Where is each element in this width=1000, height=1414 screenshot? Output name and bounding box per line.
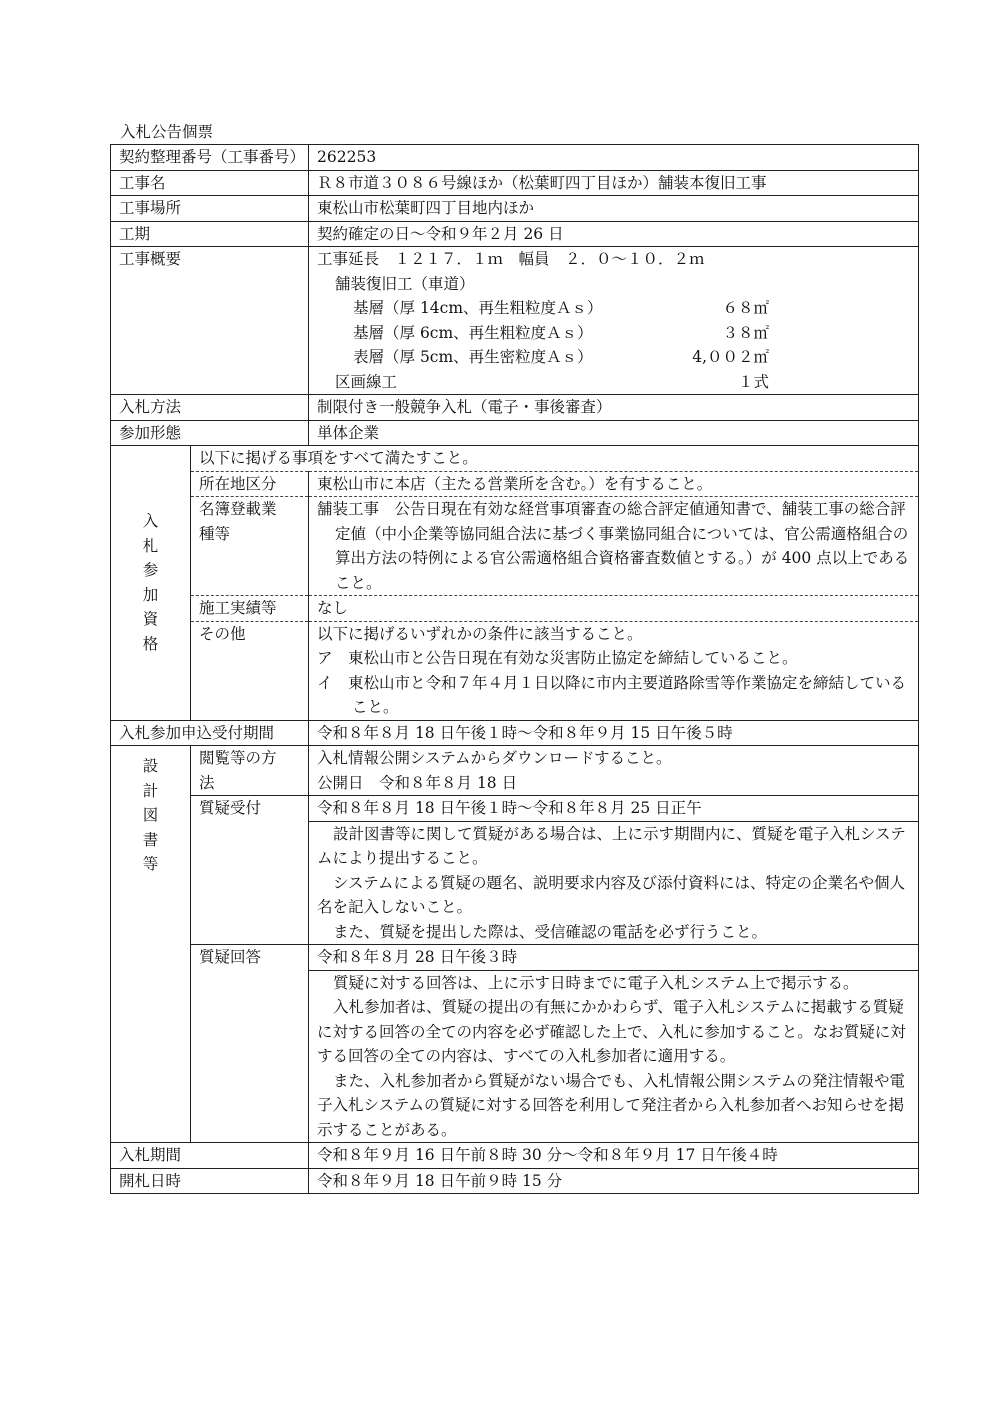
row-summary (111, 247, 919, 395)
label-answer: 質疑回答 (191, 945, 309, 1143)
label-qualification (111, 446, 191, 721)
answer-paragraph: また、入札参加者から質疑がない場合でも、入札情報公開システムの発注情報や電子入札システムの質疑に対する回答を利用して発注者から入札参加者へお知らせを掲示することがある。 (317, 1071, 905, 1139)
label-char: 図 (142, 806, 159, 824)
row-record (111, 596, 919, 622)
row-contract-no (111, 145, 919, 171)
label-registry (191, 497, 309, 596)
summary-item-qty: ６８㎡ (722, 299, 770, 317)
other-condition-a: ア 東松山市と公告日現在有効な災害防止協定を締結していること。 (317, 649, 798, 667)
value-period: 契約確定の日～令和９年２月 26 日 (309, 221, 919, 247)
row-answer-date (111, 945, 919, 971)
row-question-period (111, 796, 919, 822)
row-method (111, 395, 919, 421)
summary-line-marking (317, 370, 918, 395)
label-record: 施工実績等 (191, 596, 309, 622)
label-char: 設 (142, 757, 159, 775)
summary-item-name: 表層（厚 5cm、再生密粒度Ａｓ） (353, 348, 593, 366)
summary-line1: 工事延長 １２１７．１ｍ 幅員 ２．０～１０．２ｍ (317, 250, 705, 268)
value-place: 東松山市松葉町四丁目地内ほか (309, 196, 919, 222)
row-other (111, 621, 919, 720)
summary-item (317, 345, 918, 370)
label-name: 工事名 (111, 170, 309, 196)
label-contract-no: 契約整理番号（工事番号） (111, 145, 309, 171)
answer-paragraph: 入札参加者は、質疑の提出の有無にかかわらず、電子入札システムに掲載する質疑に対する回答の全ての内容を必ず確認した上で、入札に参加すること。なお質疑に対する回答の全ての内容は、すべての入札参加者に適用する。 (317, 998, 906, 1065)
row-registry (111, 497, 919, 596)
summary-item (317, 321, 918, 346)
label-location: 所在地区分 (191, 471, 309, 497)
bid-notice-table (110, 144, 919, 1194)
value-form: 単体企業 (309, 420, 919, 446)
other-intro: 以下に掲げるいずれかの条件に該当すること。 (317, 624, 643, 643)
value-summary (309, 247, 919, 395)
value-question-detail (309, 821, 919, 945)
summary-item-name: 基層（厚 6cm、再生粗粒度Ａｓ） (353, 323, 593, 342)
label-method: 入札方法 (111, 395, 309, 421)
line-marking-qty: １式 (738, 372, 770, 391)
label-char: 等 (142, 855, 159, 873)
label-place: 工事場所 (111, 196, 309, 222)
label-char: 書 (142, 830, 159, 849)
value-question-period: 令和８年８月 18 日午後１時～令和８年８月 25 日正午 (309, 796, 919, 822)
value-answer-detail (309, 970, 919, 1143)
value-bid-period: 令和８年９月 16 日午前８時 30 分～令和８年９月 17 日午後４時 (309, 1143, 919, 1169)
qualification-intro: 以下に掲げる事項をすべて満たすこと。 (191, 446, 919, 472)
summary-line2: 舗装復旧工（車道） (335, 274, 475, 293)
row-qualification-intro (111, 446, 919, 472)
question-paragraph: 設計図書等に関して質疑がある場合は、上に示す期間内に、質疑を電子入札システムにより提出すること。 (317, 824, 906, 867)
row-bid-period (111, 1143, 919, 1169)
row-period (111, 221, 919, 247)
summary-item-name: 基層（厚 14cm、再生粗粒度Ａｓ） (353, 299, 603, 317)
row-location (111, 471, 919, 497)
label-question: 質疑受付 (191, 796, 309, 945)
summary-item-qty: 4,００２㎡ (692, 348, 770, 366)
value-location: 東松山市に本店（主たる営業所を含む。）を有すること。 (309, 471, 919, 497)
value-name: Ｒ８市道３０８６号線ほか（松葉町四丁目ほか）舗装本復旧工事 (309, 170, 919, 196)
value-registry (309, 497, 919, 596)
label-char: 計 (142, 781, 159, 800)
row-name (111, 170, 919, 196)
value-application: 令和８年８月 18 日午後１時～令和８年９月 15 日午後５時 (309, 720, 919, 746)
label-other: その他 (191, 621, 309, 720)
line-marking-name: 区画線工 (335, 372, 398, 391)
label-browse-line2: 法 (199, 773, 215, 792)
value-opening: 令和８年９月 18 日午前９時 15 分 (309, 1168, 919, 1194)
row-opening (111, 1168, 919, 1194)
label-summary: 工事概要 (111, 247, 309, 395)
row-browse (111, 746, 919, 796)
label-browse (191, 746, 309, 796)
value-record: なし (309, 596, 919, 622)
label-char: 入 (142, 512, 159, 531)
registry-text: 舗装工事 公告日現在有効な経営事項審査の総合評定値通知書で、舗装工事の総合評定値（中小企業等協同組合法に基づく事業協同組合については、官公需適格組合の算出方法の特例による官公需適格組合資格審査数値とする。）が 400 点以上であること。 (317, 500, 910, 592)
value-method: 制限付き一般競争入札（電子・事後審査） (309, 395, 919, 421)
row-application (111, 720, 919, 746)
row-form (111, 420, 919, 446)
label-char: 参 (142, 561, 159, 580)
label-browse-line1: 閲覧等の方 (199, 749, 277, 767)
other-condition-i: イ 東松山市と令和７年４月１日以降に市内主要道路除雪等作業協定を締結していること。 (317, 673, 907, 716)
document-title: 入札公告個票 (120, 123, 214, 141)
value-answer-date: 令和８年８月 28 日午後３時 (309, 945, 919, 971)
label-char: 札 (142, 536, 159, 555)
value-other (309, 621, 919, 720)
value-browse (309, 746, 919, 796)
question-paragraph: システムによる質疑の題名、説明要求内容及び添付資料には、特定の企業名や個人名を記入しないこと。 (317, 873, 905, 916)
browse-line2: 公開日 令和８年８月 18 日 (317, 773, 518, 792)
label-period: 工期 (111, 221, 309, 247)
label-char: 資 (142, 610, 159, 629)
label-registry-line2: 種等 (199, 524, 231, 543)
answer-paragraph: 質疑に対する回答は、上に示す日時までに電子入札システム上で掲示する。 (333, 973, 859, 992)
summary-item (317, 296, 918, 321)
label-design (111, 746, 191, 1143)
label-char: 加 (142, 585, 159, 604)
row-place (111, 196, 919, 222)
label-application: 入札参加申込受付期間 (111, 720, 309, 746)
label-bid-period: 入札期間 (111, 1143, 309, 1169)
question-paragraph: また、質疑を提出した際は、受信確認の電話を必ず行うこと。 (333, 922, 768, 941)
label-form: 参加形態 (111, 420, 309, 446)
browse-line1: 入札情報公開システムからダウンロードすること。 (317, 749, 672, 767)
label-opening: 開札日時 (111, 1168, 309, 1194)
label-char: 格 (142, 634, 159, 653)
summary-item-qty: ３８㎡ (722, 323, 770, 342)
value-contract-no: 262253 (309, 145, 919, 171)
label-registry-line1: 名簿登載業 (199, 500, 277, 518)
